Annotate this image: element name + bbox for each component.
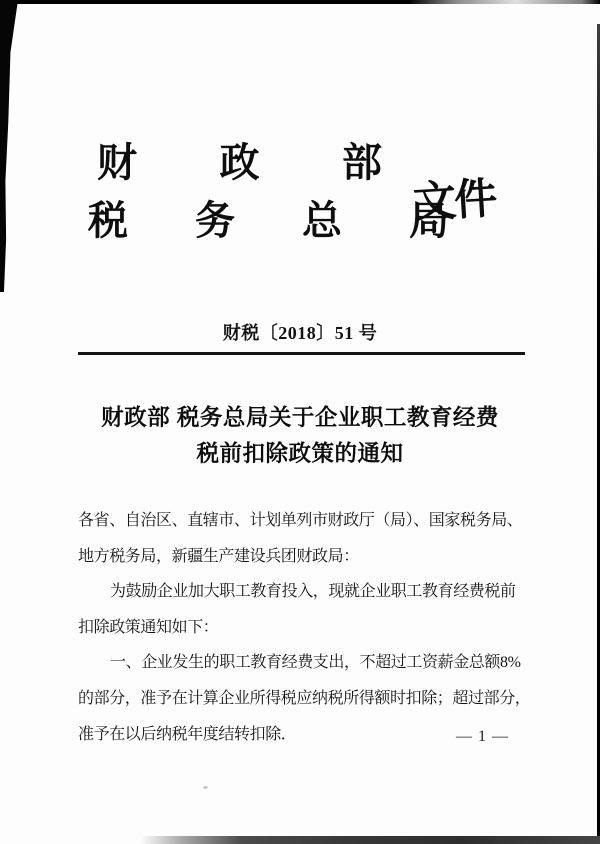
scan-artifact-top-edge <box>0 0 600 4</box>
page-number: — 1 — <box>456 728 509 745</box>
agency-name-line2: 税务总局 <box>88 198 449 243</box>
scan-artifact-left-edge <box>0 0 18 292</box>
body-line: 一、企业发生的职工教育经费支出，不超过工资薪金总额8% <box>110 654 521 672</box>
divider-rule <box>78 352 525 355</box>
doc-title-line1: 财政部 税务总局关于企业职工教育经费 <box>101 405 499 430</box>
doc-title-line2: 税前扣除政策的通知 <box>196 441 404 466</box>
body-line: 准予在以后纳税年度结转扣除． <box>78 725 297 743</box>
agency-name-line1: 财政部 <box>97 140 382 185</box>
scan-artifact-speck <box>203 786 208 789</box>
doc-type-label: 文件 <box>411 175 497 228</box>
body-line: 各省、自治区、直辖市、计划单列市财政厅（局）、国家税务局、 <box>78 512 523 529</box>
body-line: 为鼓励企业加大职工教育投入，现就企业职工教育经费税前 <box>110 583 516 601</box>
body-line: 地方税务局，新疆生产建设兵团财政局： <box>78 547 359 565</box>
body-line: 的部分，准予在计算企业所得税应纳税所得额时扣除；超过部分， <box>78 689 531 707</box>
body-line: 扣除政策通知如下： <box>78 618 219 636</box>
doc-body <box>78 503 532 752</box>
scan-artifact-bottom-edge <box>140 836 600 844</box>
doc-number: 财税〔2018〕51 号 <box>222 323 378 343</box>
